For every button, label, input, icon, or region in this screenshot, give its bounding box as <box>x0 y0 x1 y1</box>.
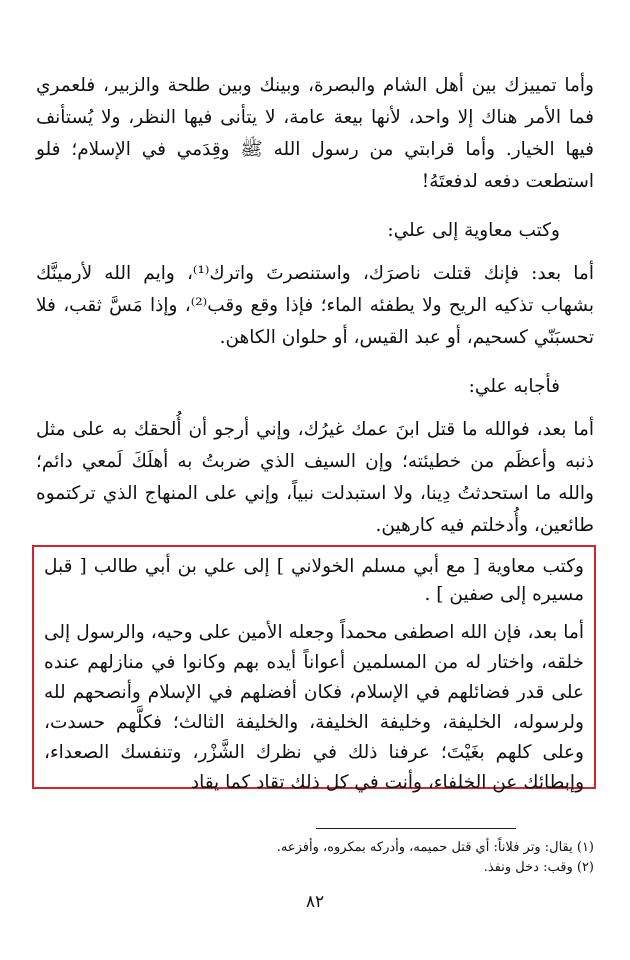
heading-ali-reply: فأجابه علي: <box>468 376 560 397</box>
page-number: ٨٢ <box>305 892 325 912</box>
heading-letter-before-siffin: وكتب معاوية [ مع أبي مسلم الخولاني ] إلى علي بن أبي طالب [ قبل مسيره إلى صفين ] . <box>44 556 584 605</box>
footnote-1: (١) يقال: وتر فلاناً: أي قتل حميمه، وأدركه بمكروه، وأفزعه. <box>276 840 594 855</box>
paragraph-3: أما بعد، فوالله ما قتل ابنَ عمك غيرُك، وإني أرجو أن أُلحقك به على مثل ذنبه وأعظَم من خطيئته؛ وإن السيف الذي ضربتُ به أهلَكَ لَمعي دائم؛ والله ما استحدثتُ دِينا، ولا استبدلت نبياً، وإني على المنهاج الذي تركتموه طائعين، وأُدخلتم فيه كارهين. <box>36 419 594 536</box>
footnote-divider <box>316 828 516 829</box>
paragraph-2: أما بعد: فإنك قتلت ناصرَك، واستنصرتَ واترك⁽¹⁾، وايم الله لأرمينَّك بشهاب تذكيه الريح ولا يطفئه الماء؛ فإذا وقع وقب⁽²⁾، وإذا مَسَّ ثقب، فلا تحسبَنّي كسحيم، أو عبد القيس، أو حلوان الكاهن. <box>36 263 594 348</box>
footnote-2: (٢) وقب: دخل ونفذ. <box>483 860 594 875</box>
paragraph-1: وأما تمييزك بين أهل الشام والبصرة، وبينك وبين طلحة والزبير، فلعمري فما الأمر هناك إلا واحد، لأنها بيعة عامة، لا يتأنى فيها النظر، ولا يُستأنف فيها الخيار. وأما قرابتي من رسول الله ﷺ وقِدَمي في الإسلام؛ فلو استطعت دفعه لدفعتَهُ! <box>36 75 594 192</box>
paragraph-4-highlighted: أما بعد، فإن الله اصطفى محمداً وجعله الأمين على وحيه، والرسول إلى خلقه، واختار له من المسلمين أعواناً أيده بهم وكانوا في منازلهم عنده على قدر فضائلهم في الإسلام، فكان أفضلهم في الإسلام وأنصحهم لله ولرسوله، الخليفة، وخليفة الخليفة، والخليفة الثالث؛ فكلَّهم حسدت، وعلى كلهم بغَيْتَ؛ عرفنا ذلك في نظرك الشَّزْر، وتنفسك الصعداء، وإبطائك عن الخلفاء، وأنت في كل ذلك تقاد كما يقاد <box>44 622 584 793</box>
heading-muawiya-to-ali: وكتب معاوية إلى علي: <box>387 220 560 241</box>
